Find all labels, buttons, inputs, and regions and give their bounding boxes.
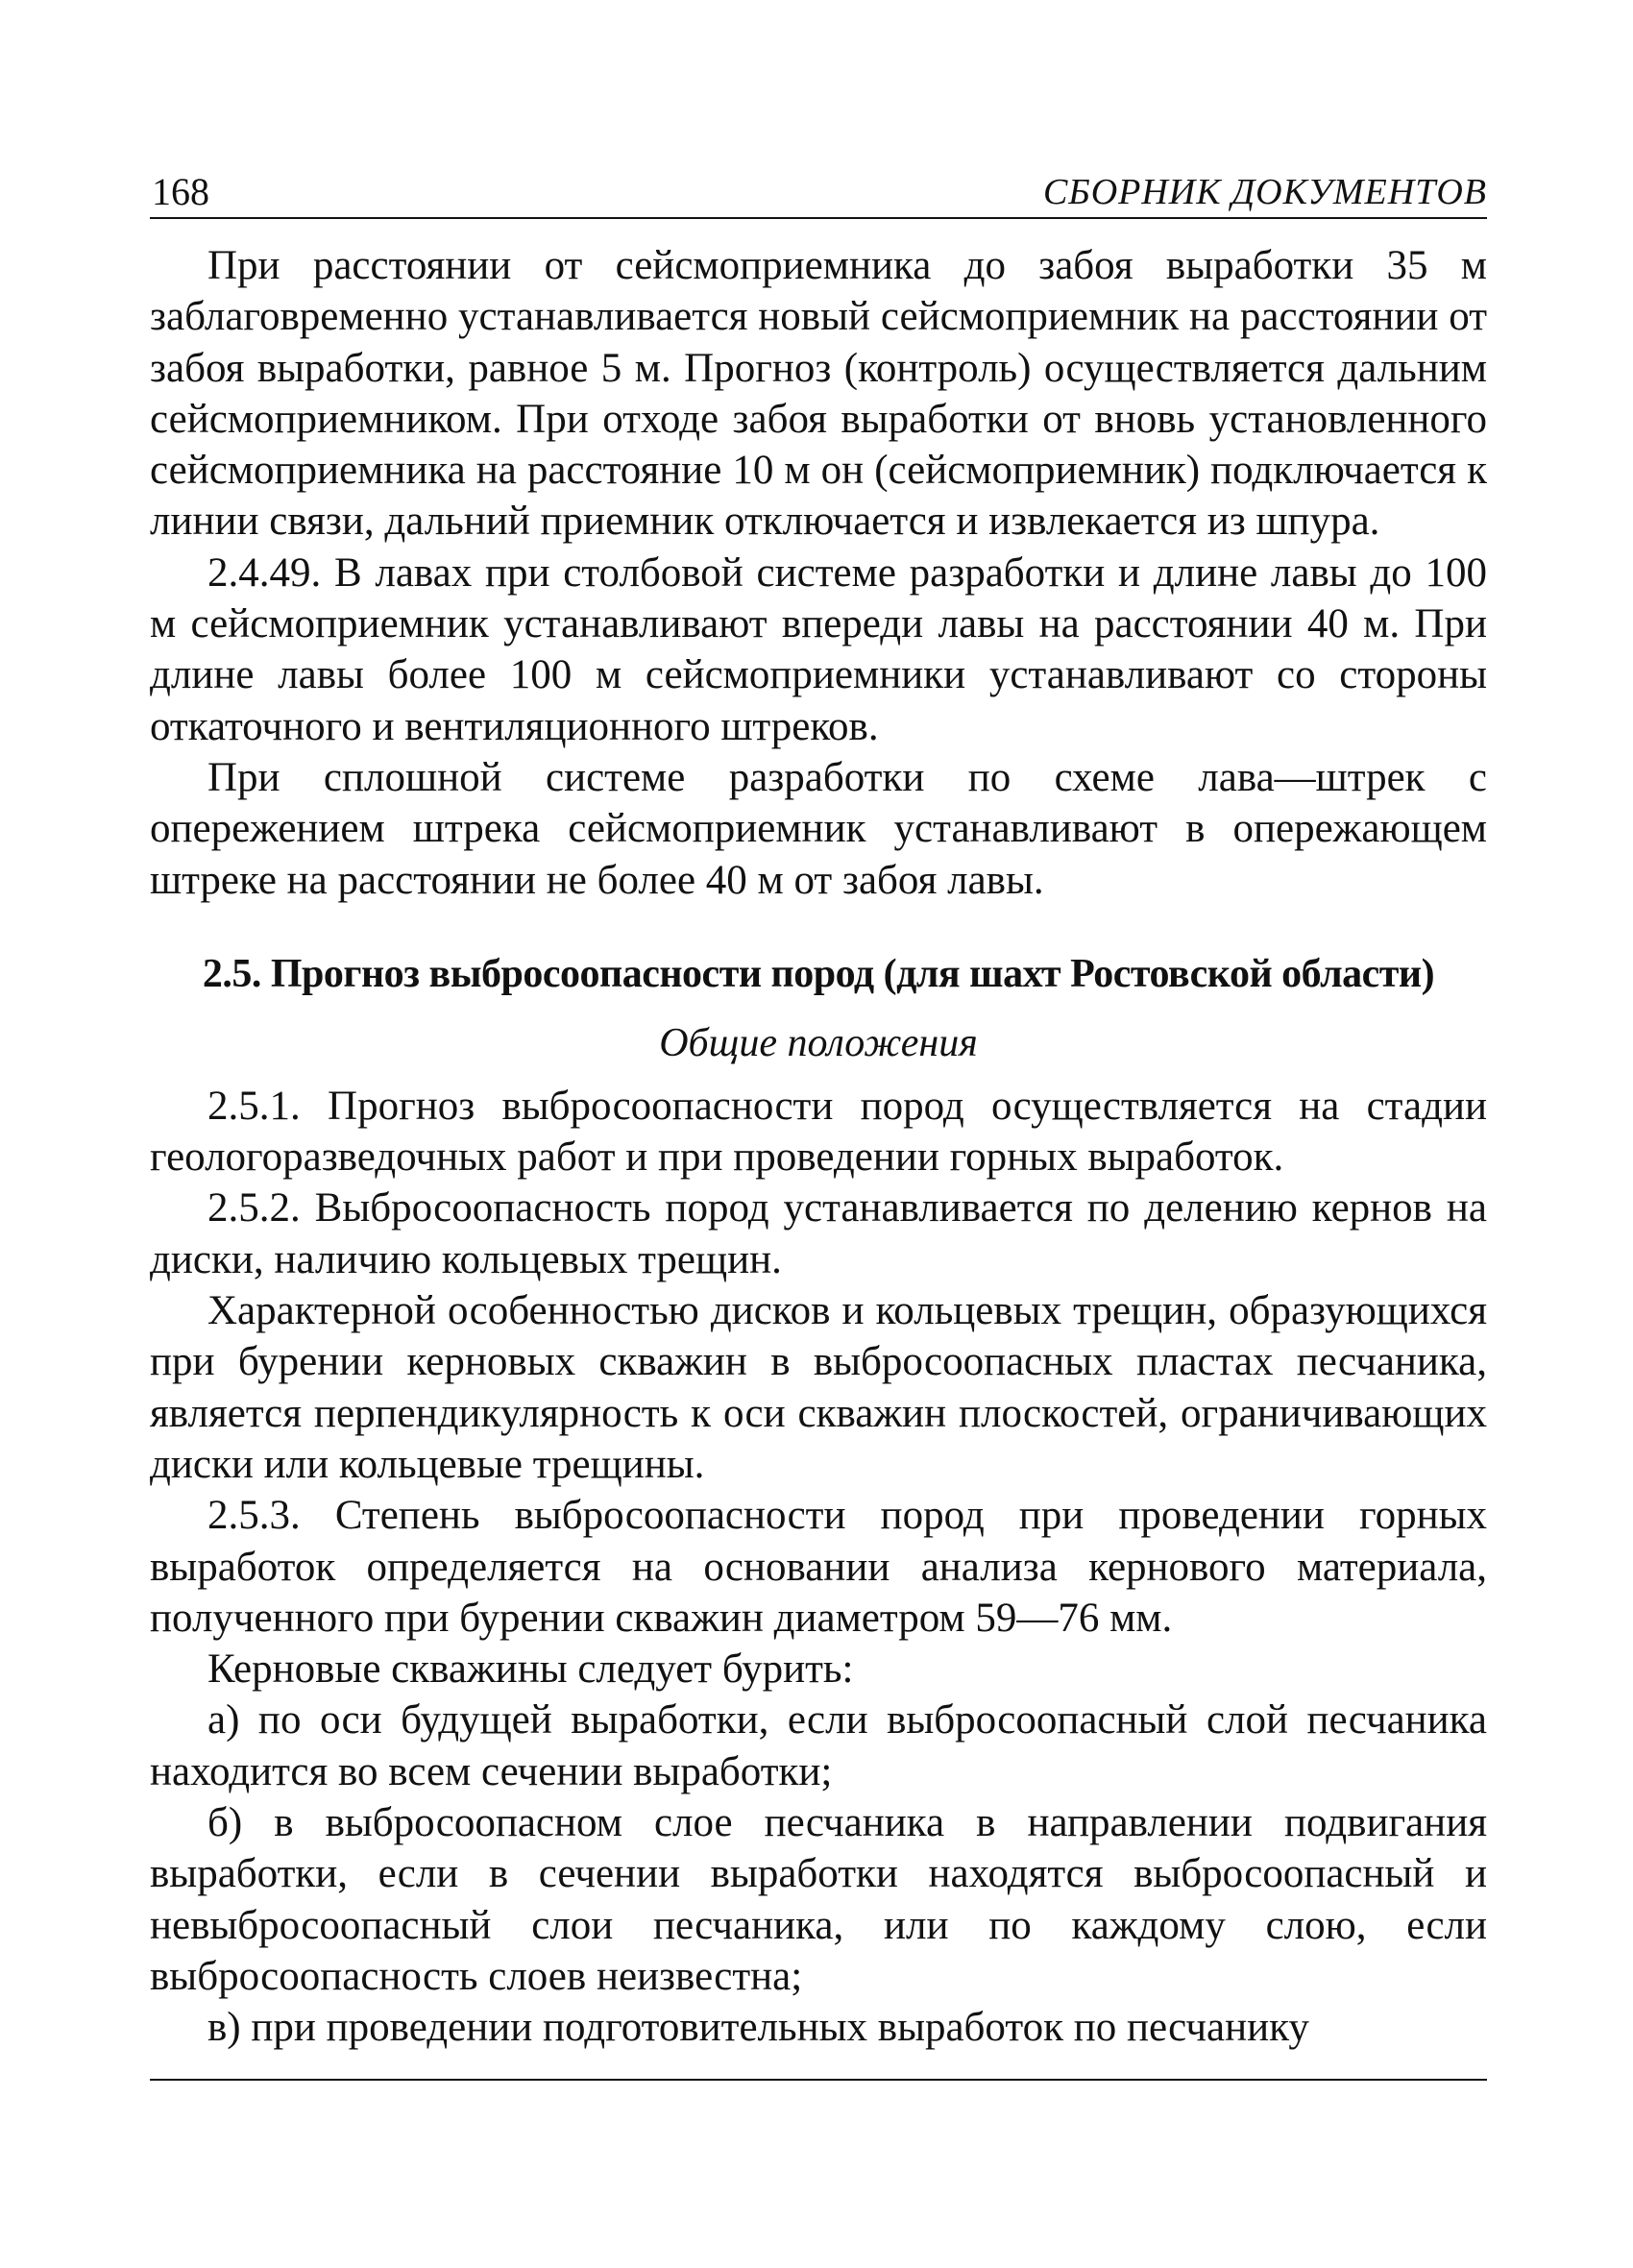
paragraph: 2.5.1. Прогноз выбросоопасности пород осуществляется на стадии геологоразведочных работ и при проведении горных выработок. xyxy=(150,1083,1487,1181)
paragraph: Керновые скважины следует бурить: xyxy=(207,1646,854,1693)
section-subheading: Общие положения xyxy=(659,1020,978,1065)
footer-rule xyxy=(150,2079,1487,2081)
list-item: в) при проведении подготовительных выработок по песчанику xyxy=(207,2005,1309,2051)
paragraph: 2.4.49. В лавах при столбовой системе разработки и длине лавы до 100 м сейсмоприемник устанавливают впереди лавы на расстоянии 40 м. При длине лавы более 100 м сейсмоприемники устанавливают со стороны откаточного и вентиляционного штреков. xyxy=(150,549,1487,749)
paragraph: 2.5.3. Степень выбросоопасности пород при проведении горных выработок определяется на основании анализа кернового материала, полученного при бурении скважин диаметром 59—76 мм. xyxy=(150,1493,1487,1641)
running-header xyxy=(150,169,1487,219)
body-text xyxy=(150,240,1487,2054)
list-item: б) в выбросоопасном слое песчаника в направлении подвигания выработки, если в сечении выработки находятся выбросоопасный и невыбросоопасный слои песчаника, или по каждому слою, если выбросоопасность слоев неизвестна; xyxy=(150,1800,1487,1999)
section-spacer xyxy=(150,906,1487,946)
page-number: 168 xyxy=(152,170,209,213)
paragraph: 2.5.2. Выбросоопасность пород устанавливается по делению кернов на диски, наличию кольцевых трещин. xyxy=(150,1185,1487,1282)
paragraph: При расстоянии от сейсмоприемника до забоя выработки 35 м заблаговременно устанавливается новый сейсмоприемник на расстоянии от забоя выработки, равное 5 м. Прогноз (контроль) осуществляется дальним сейсмоприемником. При отходе забоя выработки от вновь установленного сейсмоприемника на расстояние 10 м он (сейсмоприемник) подключается к линии связи, дальний приемник отключается и извлекается из шпура. xyxy=(150,243,1487,545)
running-title: СБОРНИК ДОКУМЕНТОВ xyxy=(1042,172,1487,212)
paragraph: При сплошной системе разработки по схеме лава—штрек с опережением штрека сейсмоприемник устанавливают в опережающем штреке на расстоянии не более 40 м от забоя лавы. xyxy=(150,754,1487,903)
list-item: а) по оси будущей выработки, если выбросоопасный слой песчаника находится во всем сечении выработки; xyxy=(150,1697,1487,1794)
section-heading: 2.5. Прогноз выбросоопасности пород (для шахт Ростовской области) xyxy=(202,951,1435,996)
paragraph: Характерной особенностью дисков и кольцевых трещин, образующихся при бурении керновых скважин в выбросоопасных пластах песчаника, является перпендикулярность к оси скважин плоскостей, ограничивающих диски или кольцевые трещины. xyxy=(150,1288,1487,1487)
